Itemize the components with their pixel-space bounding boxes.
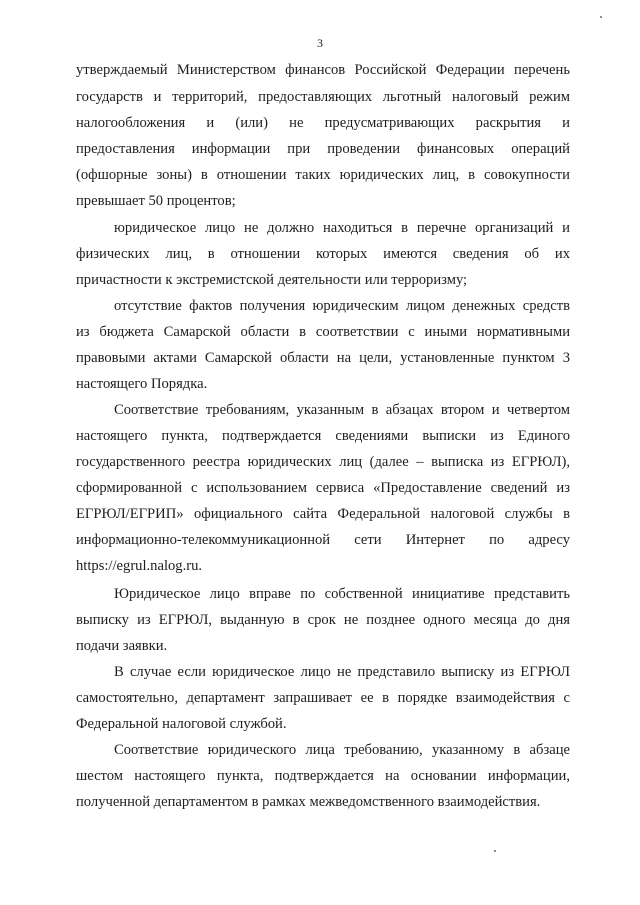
text-line: настоящего пункта, подтверждается сведениями выписки из Единого (76, 428, 570, 444)
text-line: сформированной с использованием сервиса «Предоставление сведений из (76, 480, 570, 496)
text-line: выписку из ЕГРЮЛ, выданную в срок не позднее одного месяца до дня (76, 612, 570, 628)
text-line: отсутствие фактов получения юридическим лицом денежных средств (114, 298, 570, 314)
text-line: Соответствие юридического лица требованию, указанному в абзаце (114, 742, 570, 758)
text-line: физических лиц, в отношении которых имеются сведения об их (76, 246, 570, 262)
text-line: самостоятельно, департамент запрашивает ее в порядке взаимодействия с (76, 690, 570, 706)
text-line: юридическое лицо не должно находиться в перечне организаций и (114, 220, 570, 236)
text-line: https://egrul.nalog.ru. (76, 558, 203, 574)
text-line: Соответствие требованиям, указанным в абзацах втором и четвертом (114, 402, 570, 418)
text-line: государственного реестра юридических лиц (далее – выписка из ЕГРЮЛ), (76, 454, 570, 470)
scan-speck (600, 16, 602, 18)
text-line: причастности к экстремистской деятельности или терроризму; (76, 272, 468, 288)
text-line: из бюджета Самарской области в соответствии с иными нормативными (76, 324, 570, 340)
text-line: правовыми актами Самарской области на цели, установленные пунктом 3 (76, 350, 570, 366)
text-line: полученной департаментом в рамках межведомственного взаимодействия. (76, 794, 541, 810)
text-line: утверждаемый Министерством финансов Российской Федерации перечень (76, 62, 570, 78)
text-line: Федеральной налоговой службой. (76, 716, 287, 732)
text-line: (офшорные зоны) в отношении таких юридических лиц, в совокупности (76, 167, 570, 183)
scan-speck (494, 850, 496, 852)
text-line: предоставления информации при проведении финансовых операций (76, 141, 570, 157)
text-line: настоящего Порядка. (76, 376, 208, 392)
page-number: 3 (317, 36, 323, 50)
text-line: государств и территорий, предоставляющих льготный налоговый режим (76, 89, 570, 105)
text-line: В случае если юридическое лицо не представило выписку из ЕГРЮЛ (114, 664, 570, 680)
text-line: налогообложения и (или) не предусматривающих раскрытия и (76, 115, 570, 131)
text-line: шестом настоящего пункта, подтверждается на основании информации, (76, 768, 570, 784)
text-line: превышает 50 процентов; (76, 193, 236, 209)
text-line: Юридическое лицо вправе по собственной инициативе представить (114, 586, 570, 602)
text-line: информационно-телекоммуникационной сети Интернет по адресу (76, 532, 570, 548)
text-line: ЕГРЮЛ/ЕГРИП» официального сайта Федеральной налоговой службы в (76, 506, 570, 522)
text-line: подачи заявки. (76, 638, 168, 654)
